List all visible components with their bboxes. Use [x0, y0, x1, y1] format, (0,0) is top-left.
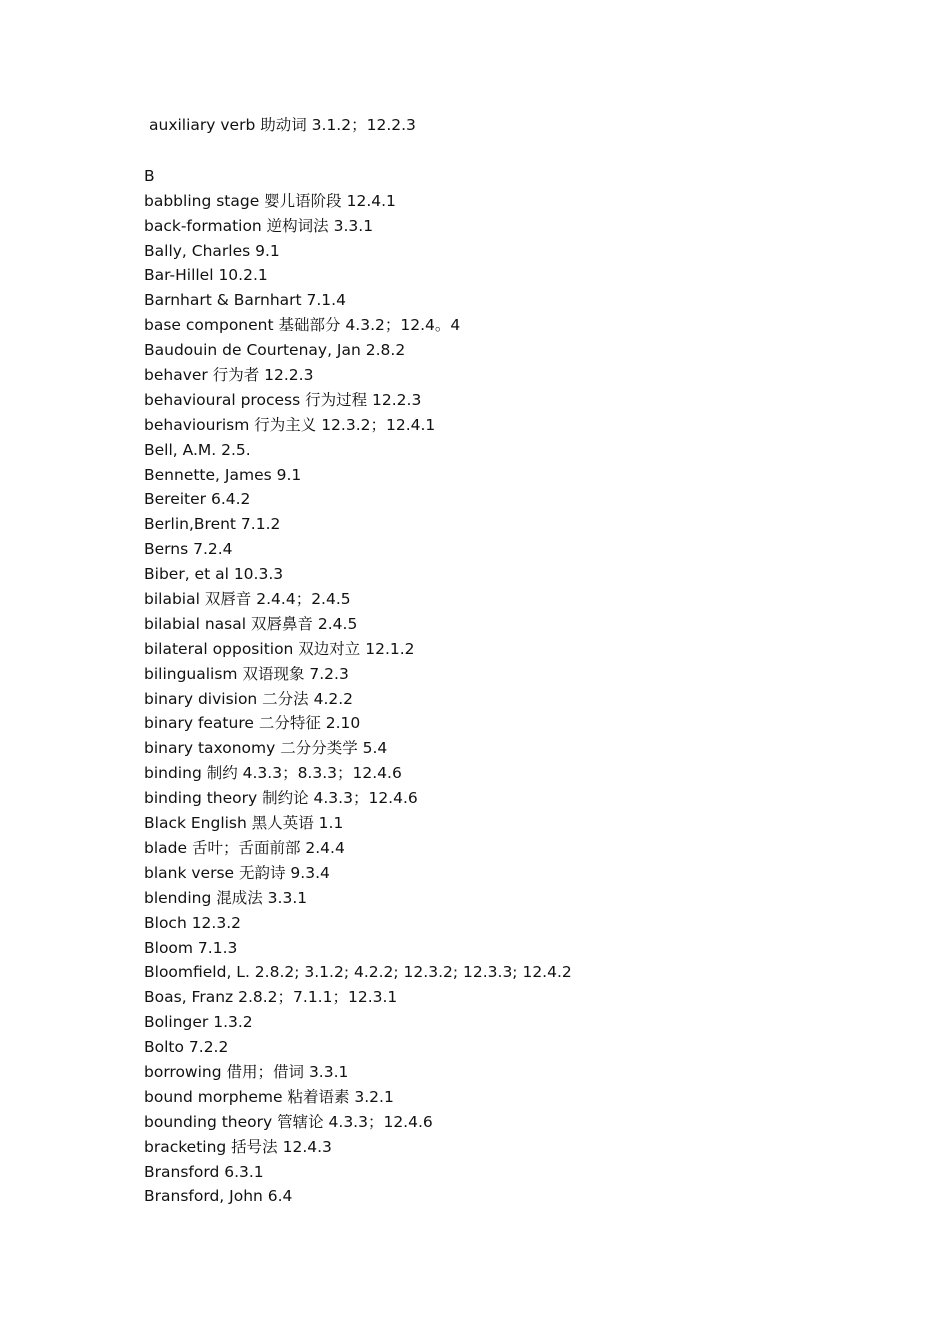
- index-entry: binary feature 二分特征 2.10: [144, 714, 361, 733]
- index-entry: bounding theory 管辖论 4.3.3；12.4.6: [144, 1112, 433, 1131]
- index-entry: Bar-Hillel 10.2.1: [144, 266, 268, 285]
- index-entry: bilabial nasal 双唇鼻音 2.4.5: [144, 614, 358, 633]
- index-entry: Bloch 12.3.2: [144, 913, 241, 932]
- index-entry: blending 混成法 3.3.1: [144, 888, 308, 907]
- index-entry: Bolinger 1.3.2: [144, 1013, 253, 1032]
- index-entry: Berns 7.2.4: [144, 540, 233, 559]
- index-entry: behaviourism 行为主义 12.3.2；12.4.1: [144, 415, 436, 434]
- index-entry: borrowing 借用；借词 3.3.1: [144, 1062, 349, 1081]
- index-entry: blank verse 无韵诗 9.3.4: [144, 863, 330, 882]
- index-entry: binary taxonomy 二分分类学 5.4: [144, 739, 388, 758]
- section-gap: [144, 138, 904, 164]
- index-entry: binding 制约 4.3.3；8.3.3；12.4.6: [144, 764, 402, 783]
- index-entry: back-formation 逆构词法 3.3.1: [144, 216, 374, 235]
- index-entry: Bally, Charles 9.1: [144, 241, 280, 260]
- index-entry: behavioural process 行为过程 12.2.3: [144, 390, 422, 409]
- index-entry: Bennette, James 9.1: [144, 465, 302, 484]
- index-entry: blade 舌叶；舌面前部 2.4.4: [144, 838, 345, 857]
- index-entry: Baudouin de Courtenay, Jan 2.8.2: [144, 341, 406, 360]
- index-entry: Bransford, John 6.4: [144, 1187, 293, 1206]
- index-entry: Black English 黑人英语 1.1: [144, 814, 344, 833]
- index-entry: Biber, et al 10.3.3: [144, 565, 284, 584]
- index-entry: bracketing 括号法 12.4.3: [144, 1137, 332, 1156]
- index-entry: binary division 二分法 4.2.2: [144, 689, 354, 708]
- index-entry: Bolto 7.2.2: [144, 1038, 229, 1057]
- index-entry: Boas, Franz 2.8.2；7.1.1；12.3.1: [144, 988, 398, 1007]
- index-entry: Bransford 6.3.1: [144, 1162, 264, 1181]
- index-entry-first: auxiliary verb 助动词 3.1.2；12.2.3: [149, 116, 416, 134]
- glossary-index: [144, 113, 904, 1209]
- index-entry: Berlin,Brent 7.1.2: [144, 515, 281, 534]
- index-entry: Bloom 7.1.3: [144, 938, 238, 957]
- index-entry: Bell, A.M. 2.5.: [144, 440, 251, 459]
- index-entry: babbling stage 婴儿语阶段 12.4.1: [144, 191, 396, 210]
- index-entry: base component 基础部分 4.3.2；12.4。4: [144, 316, 461, 335]
- index-entry: binding theory 制约论 4.3.3；12.4.6: [144, 789, 418, 808]
- index-entry: Bloomfield, L. 2.8.2; 3.1.2; 4.2.2; 12.3.2; 12.3.3; 12.4.2: [144, 963, 572, 982]
- index-entry: bilabial 双唇音 2.4.4；2.4.5: [144, 590, 351, 609]
- index-entry: Barnhart & Barnhart 7.1.4: [144, 291, 346, 310]
- index-entry: bilingualism 双语现象 7.2.3: [144, 664, 349, 683]
- index-entry: behaver 行为者 12.2.3: [144, 366, 314, 385]
- index-entry: Bereiter 6.4.2: [144, 490, 251, 509]
- index-entry: bilateral opposition 双边对立 12.1.2: [144, 639, 415, 658]
- index-entry: bound morpheme 粘着语素 3.2.1: [144, 1087, 394, 1106]
- section-letter: B: [144, 166, 155, 185]
